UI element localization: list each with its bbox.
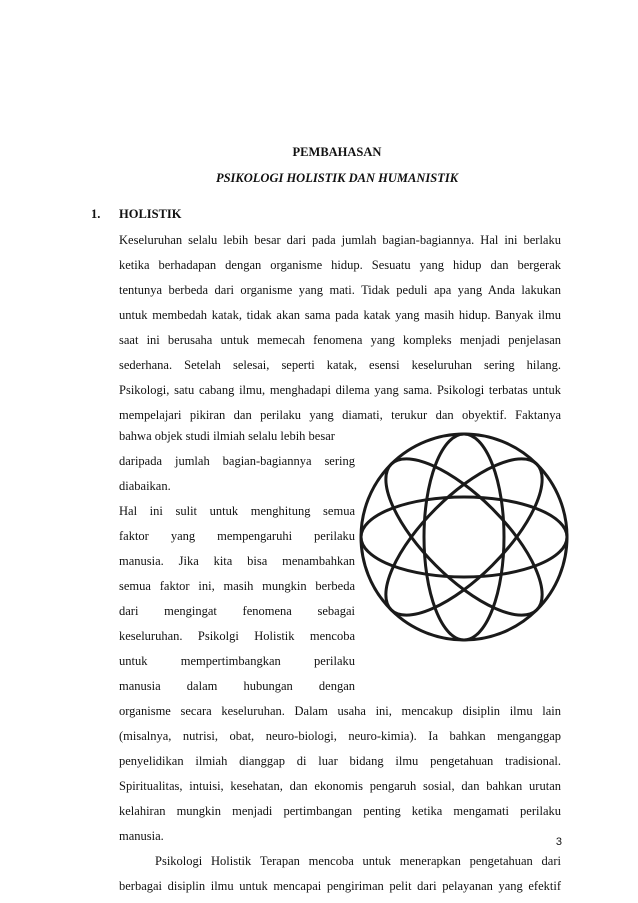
text-line: untuk membedah katak, tidak akan sama pada katak yang masih hidup. Banyak ilmu bbox=[119, 308, 561, 322]
text-line: Keseluruhan selalu lebih besar dari pada jumlah bagian-bagiannya. Hal ini berlaku bbox=[119, 233, 561, 247]
text-line: Spiritualitas, intuisi, kesehatan, dan ekonomis pengaruh sosial, dan bahkan urutan bbox=[119, 779, 561, 793]
text-line: mempelajari pikiran dan perilaku yang diamati, terukur dan obyektif. Faktanya bbox=[119, 408, 561, 422]
text-line: dari mengingat fenomena sebagai bbox=[119, 604, 355, 618]
text-line: (misalnya, nutrisi, obat, neuro-biologi, neuro-kimia). Ia bahkan menganggap bbox=[119, 729, 561, 743]
section-heading bbox=[91, 207, 182, 222]
text-line: manusia. bbox=[119, 829, 164, 843]
section-title: HOLISTIK bbox=[119, 207, 182, 221]
orbit-ellipse bbox=[424, 434, 504, 640]
text-line: daripada jumlah bagian-bagiannya sering bbox=[119, 454, 355, 468]
text-line: untuk mempertimbangkan perilaku bbox=[119, 654, 355, 668]
text-line: Hal ini sulit untuk menghitung semua bbox=[119, 504, 355, 518]
text-line: penyelidikan ilmiah dianggap di luar bidang ilmu pengetahuan tradisional. bbox=[119, 754, 561, 768]
text-line: manusia. Jika kita bisa menambahkan bbox=[119, 554, 355, 568]
text-line: sederhana. Setelah selesai, seperti katak, esensi keseluruhan sering hilang. bbox=[119, 358, 561, 372]
text-line: manusia dalam hubungan dengan bbox=[119, 679, 355, 693]
text-line: saat ini berusaha untuk memecah fenomena yang kompleks menjadi penjelasan bbox=[119, 333, 561, 347]
orbit-ellipse bbox=[363, 436, 565, 638]
text-line: organisme secara keseluruhan. Dalam usaha ini, mencakup disiplin ilmu lain bbox=[119, 704, 561, 718]
page-number: 3 bbox=[555, 836, 562, 848]
text-line: faktor yang mempengaruhi perilaku bbox=[119, 529, 355, 543]
text-line: ketika berhadapan dengan organisme hidup. Sesuatu yang hidup dan bergerak bbox=[119, 258, 561, 272]
text-line: bahwa objek studi ilmiah selalu lebih besar bbox=[119, 429, 335, 443]
text-line: berbagai disiplin ilmu untuk mencapai pengiriman pelit dari pelayanan yang efektif bbox=[119, 879, 561, 893]
text-line: kelahiran mungkin menjadi pertimbangan penting ketika mengamati perilaku bbox=[119, 804, 561, 818]
text-line: tentunya berbeda dari organisme yang mati. Tidak peduli apa yang Anda lakukan bbox=[119, 283, 561, 297]
text-line: diabaikan. bbox=[119, 479, 171, 493]
text-line: Psikologi Holistik Terapan mencoba untuk menerapkan pengetahuan dari bbox=[155, 854, 561, 868]
text-line: semua faktor ini, masih mungkin berbeda bbox=[119, 579, 355, 593]
atom-figure-svg bbox=[358, 425, 570, 650]
text-line: Psikologi, satu cabang ilmu, menghadapi dilema yang sama. Psikologi terbatas untuk bbox=[119, 383, 561, 397]
text-line: keseluruhan. Psikolgi Holistik mencoba bbox=[119, 629, 355, 643]
page-subtitle: PSIKOLOGI HOLISTIK DAN HUMANISTIK bbox=[215, 171, 459, 185]
orbit-ellipse bbox=[361, 497, 567, 577]
section-number: 1. bbox=[91, 207, 101, 221]
atom-ellipses-in-circle-icon bbox=[358, 425, 570, 650]
orbit-ellipse bbox=[363, 436, 565, 638]
page-title: PEMBAHASAN bbox=[292, 145, 382, 159]
